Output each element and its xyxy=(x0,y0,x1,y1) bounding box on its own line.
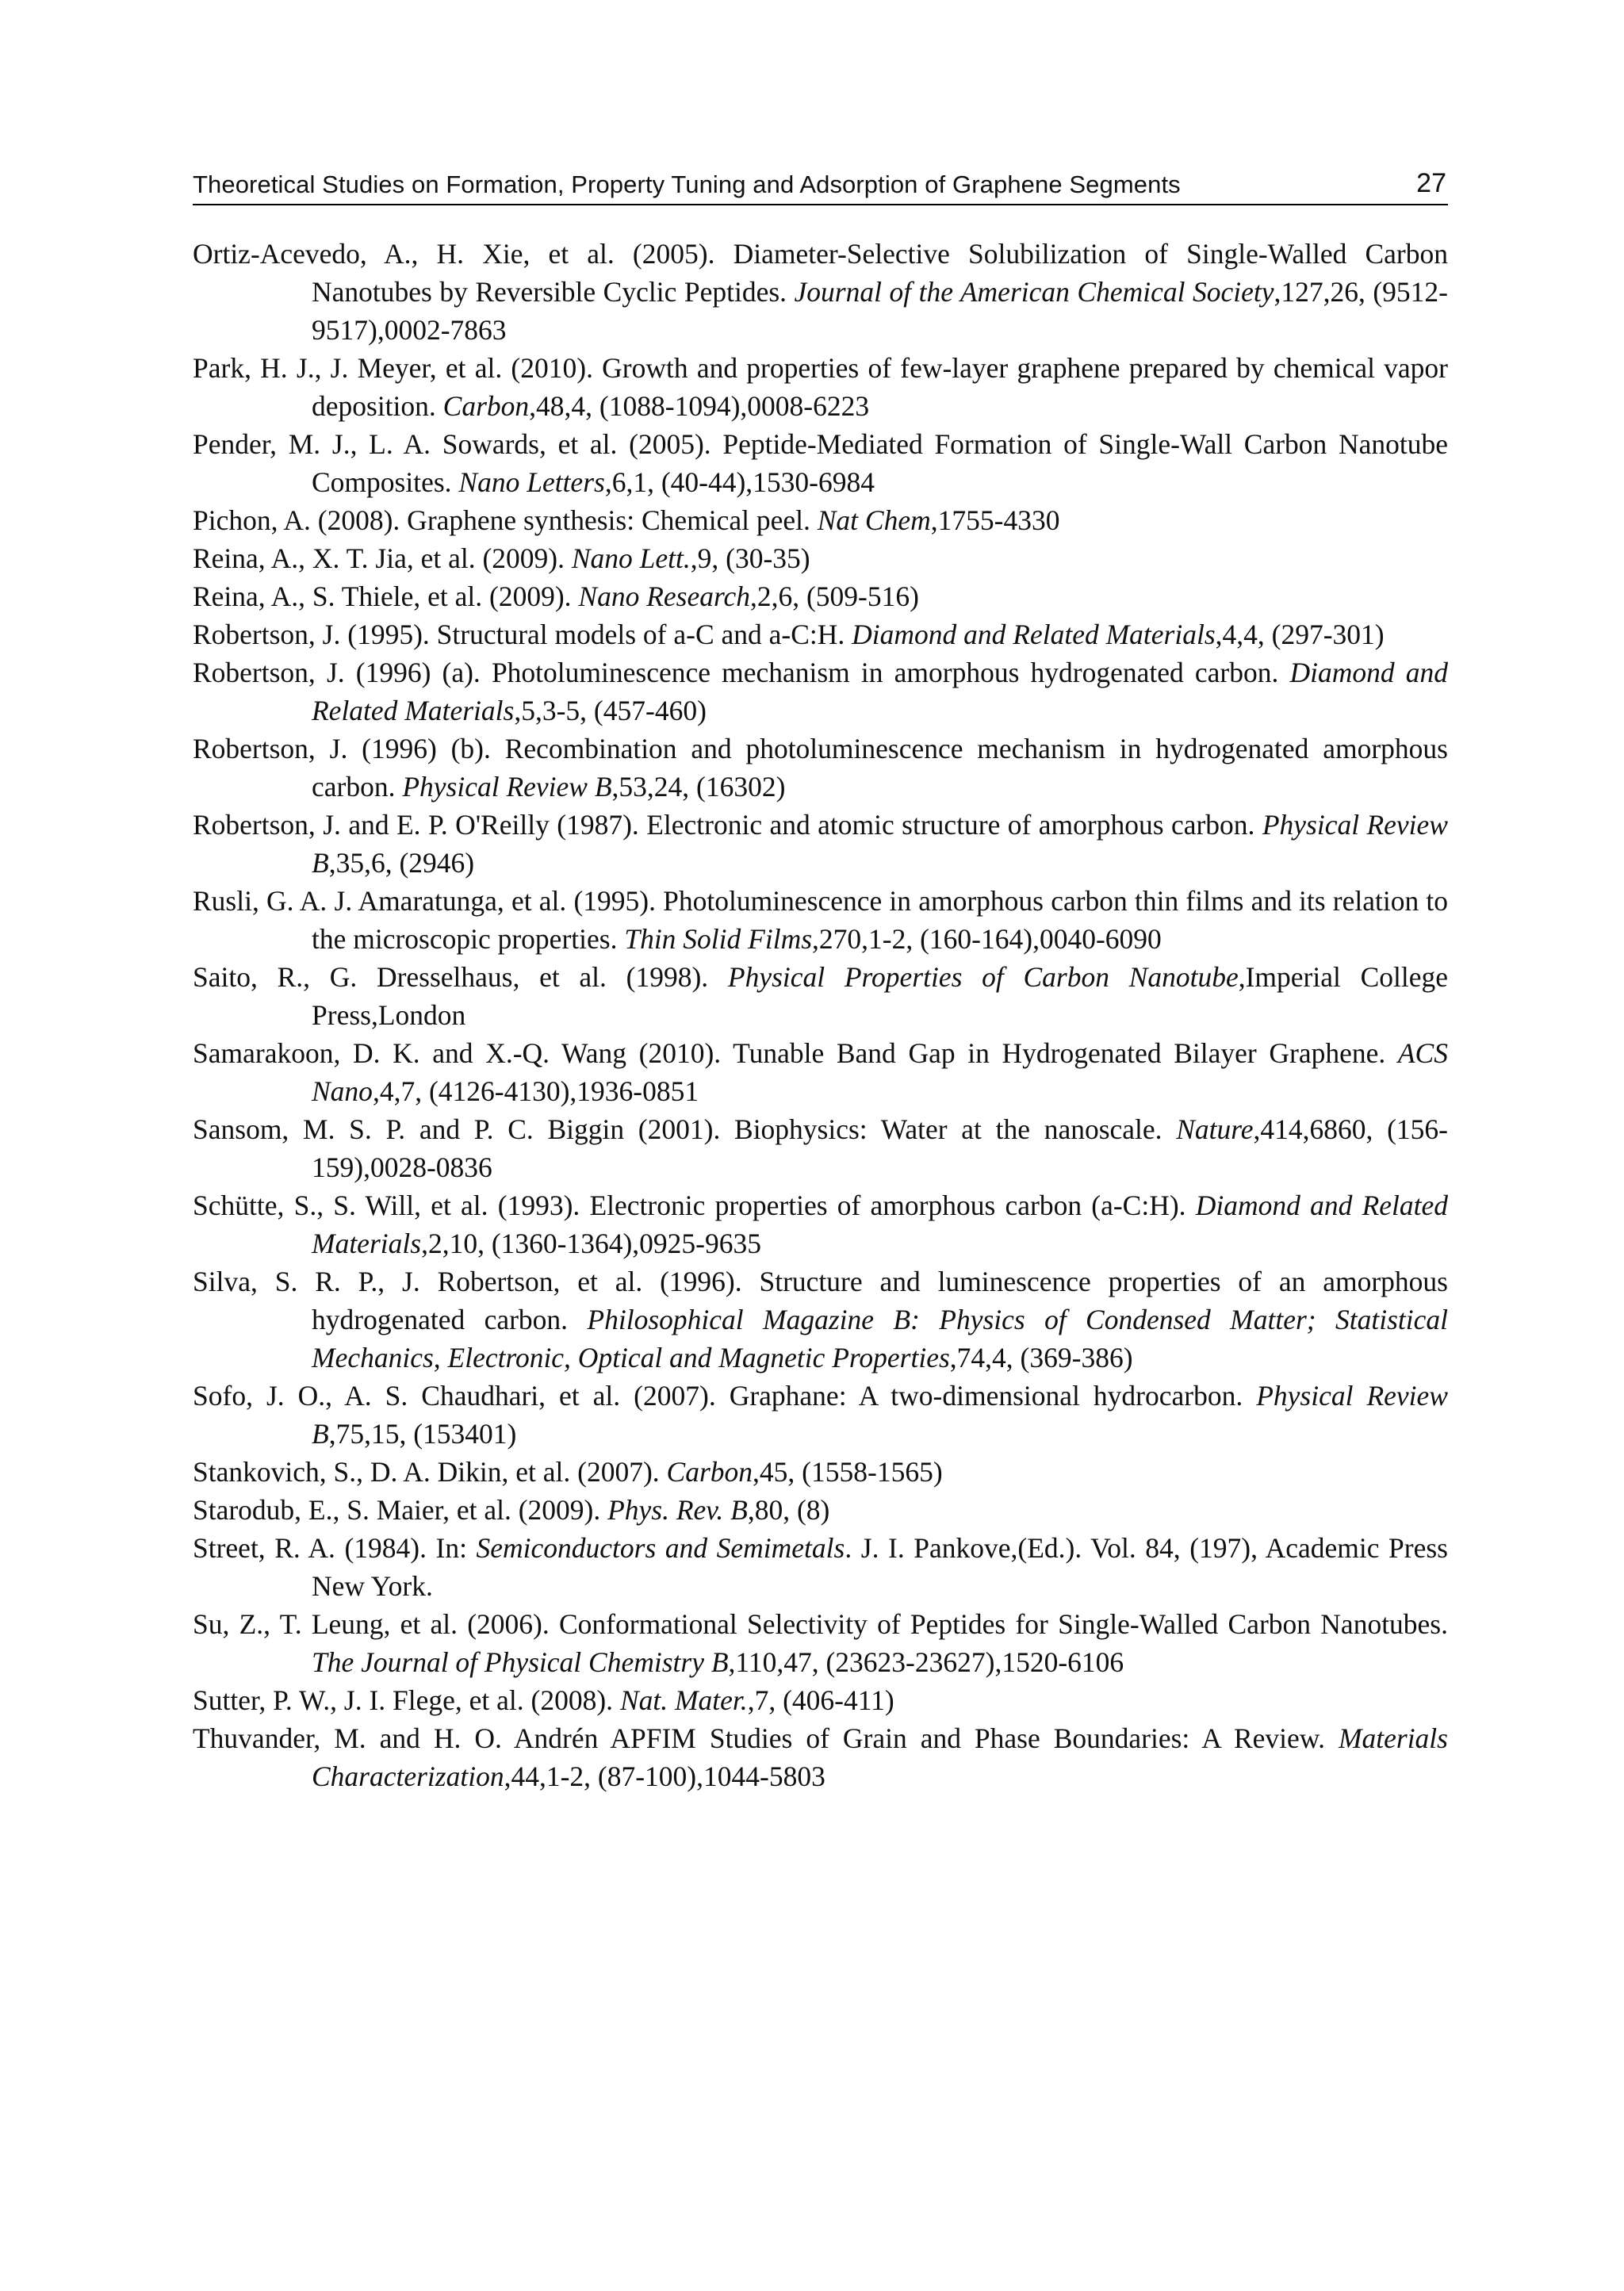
reference-details: . J. I. Pankove,(Ed.). Vol. 84, (197), Academic Press New York. xyxy=(312,1532,1448,1602)
reference-details: ,6,1, (40-44),1530-6984 xyxy=(604,466,875,498)
reference-journal: Carbon xyxy=(442,390,530,422)
reference-entry xyxy=(193,1681,1448,1719)
reference-text: Reina, A., S. Thiele, et al. (2009). xyxy=(193,580,579,612)
reference-entry xyxy=(193,1491,1448,1529)
reference-entry xyxy=(193,1377,1448,1453)
reference-entry xyxy=(193,1186,1448,1262)
reference-text: Robertson, J. and E. P. O'Reilly (1987). Electronic and atomic structure of amorphous carbon. xyxy=(193,809,1262,841)
reference-entry xyxy=(193,577,1448,615)
reference-journal: Thin Solid Films xyxy=(624,923,813,955)
reference-text: Pender, M. J., L. A. Sowards, et al. (2005). Peptide-Mediated Formation of Single-Wall Carbon Nanotube Composites. xyxy=(193,428,1448,498)
reference-text: Robertson, J. (1995). Structural models of a-C and a-C:H. xyxy=(193,619,852,650)
reference-details: ,75,15, (153401) xyxy=(328,1418,517,1450)
reference-details: ,35,6, (2946) xyxy=(328,847,475,879)
reference-journal: Phys. Rev. B xyxy=(607,1494,748,1526)
reference-entry xyxy=(193,349,1448,425)
reference-details: ,48,4, (1088-1094),0008-6223 xyxy=(529,390,870,422)
reference-text: Silva, S. R. P., J. Robertson, et al. (1996). Structure and luminescence properties of an amorphous hydrogenated carbon. xyxy=(193,1266,1448,1335)
reference-text: Sofo, J. O., A. S. Chaudhari, et al. (2007). Graphane: A two-dimensional hydrocarbon. xyxy=(193,1380,1257,1412)
reference-entry xyxy=(193,806,1448,882)
reference-entry xyxy=(193,539,1448,577)
reference-entry xyxy=(193,1110,1448,1186)
reference-text: Samarakoon, D. K. and X.-Q. Wang (2010). Tunable Band Gap in Hydrogenated Bilayer Graphene. xyxy=(193,1037,1398,1069)
reference-entry xyxy=(193,730,1448,806)
reference-text: Reina, A., X. T. Jia, et al. (2009). xyxy=(193,542,572,574)
reference-details: ,4,7, (4126-4130),1936-0851 xyxy=(372,1075,699,1107)
reference-journal: Nano Research xyxy=(578,580,750,612)
reference-journal: Physical Review B xyxy=(402,771,612,803)
reference-details: ,127,26, (9512-9517),0002-7863 xyxy=(312,276,1448,346)
reference-text: Sansom, M. S. P. and P. C. Biggin (2001). Biophysics: Water at the nanoscale. xyxy=(193,1113,1177,1145)
reference-text: Ortiz-Acevedo, A., H. Xie, et al. (2005). Diameter-Selective Solubilization of Single-Walled Carbon Nanotubes by Reversible Cyclic Peptides. xyxy=(193,238,1448,308)
reference-entry xyxy=(193,1605,1448,1681)
reference-journal: ACS Nano xyxy=(312,1037,1448,1107)
reference-details: ,Imperial College Press,London xyxy=(312,961,1448,1031)
reference-list xyxy=(193,235,1448,1795)
reference-text: Street, R. A. (1984). In: xyxy=(193,1532,477,1564)
reference-journal: Diamond and Related Materials xyxy=(312,657,1449,726)
reference-entry xyxy=(193,882,1448,958)
reference-details: ,80, (8) xyxy=(747,1494,830,1526)
reference-journal: Physical Properties of Carbon Nanotube xyxy=(727,961,1239,993)
reference-details: ,5,3-5, (457-460) xyxy=(514,695,707,726)
reference-details: ,9, (30-35) xyxy=(690,542,810,574)
reference-entry xyxy=(193,1034,1448,1110)
reference-entry xyxy=(193,615,1448,653)
running-header-title: Theoretical Studies on Formation, Property Tuning and Adsorption of Graphene Segments xyxy=(193,170,1181,198)
reference-journal: Nat. Mater. xyxy=(619,1684,748,1716)
running-header xyxy=(193,163,1448,205)
reference-details: ,45, (1558-1565) xyxy=(753,1456,943,1488)
reference-details: ,7, (406-411) xyxy=(747,1684,894,1716)
reference-text: Saito, R., G. Dresselhaus, et al. (1998). xyxy=(193,961,728,993)
reference-text: Starodub, E., S. Maier, et al. (2009). xyxy=(193,1494,608,1526)
page-number: 27 xyxy=(1416,168,1446,198)
reference-text: Rusli, G. A. J. Amaratunga, et al. (1995). Photoluminescence in amorphous carbon thin films and its relation to the microscopic properties. xyxy=(193,885,1448,955)
reference-entry xyxy=(193,653,1448,730)
reference-journal: Nature xyxy=(1176,1113,1254,1145)
reference-journal: Carbon xyxy=(666,1456,753,1488)
reference-text: Schütte, S., S. Will, et al. (1993). Electronic properties of amorphous carbon (a-C:H). xyxy=(193,1190,1196,1221)
reference-details: ,110,47, (23623-23627),1520-6106 xyxy=(728,1646,1124,1678)
reference-details: ,2,10, (1360-1364),0925-9635 xyxy=(421,1228,761,1259)
reference-journal: Nat Chem xyxy=(817,504,931,536)
reference-journal: Materials Characterization xyxy=(312,1722,1448,1792)
reference-details: ,1755-4330 xyxy=(930,504,1060,536)
reference-text: Pichon, A. (2008). Graphene synthesis: Chemical peel. xyxy=(193,504,818,536)
reference-journal: Diamond and Related Materials xyxy=(312,1190,1448,1259)
reference-journal: Diamond and Related Materials xyxy=(852,619,1216,650)
reference-journal: Nano Lett. xyxy=(571,542,691,574)
reference-entry xyxy=(193,501,1448,539)
reference-journal: The Journal of Physical Chemistry B xyxy=(312,1646,729,1678)
reference-journal: Nano Letters xyxy=(458,466,605,498)
reference-entry xyxy=(193,1529,1448,1605)
reference-text: Sutter, P. W., J. I. Flege, et al. (2008). xyxy=(193,1684,620,1716)
reference-journal: Journal of the American Chemical Society xyxy=(794,276,1274,308)
reference-entry xyxy=(193,235,1448,349)
reference-journal: Philosophical Magazine B: Physics of Condensed Matter; Statistical Mechanics, Electronic, Optical and Magnetic Properties xyxy=(312,1304,1448,1373)
reference-entry xyxy=(193,425,1448,501)
reference-text: Park, H. J., J. Meyer, et al. (2010). Growth and properties of few-layer graphene prepared by chemical vapor deposition. xyxy=(193,352,1448,422)
reference-text: Robertson, J. (1996) (b). Recombination and photoluminescence mechanism in hydrogenated amorphous carbon. xyxy=(193,733,1448,803)
reference-details: ,53,24, (16302) xyxy=(611,771,786,803)
reference-text: Robertson, J. (1996) (a). Photoluminescence mechanism in amorphous hydrogenated carbon. xyxy=(193,657,1290,688)
reference-entry xyxy=(193,1262,1448,1377)
reference-journal: Physical Review B xyxy=(312,809,1448,879)
reference-journal: Semiconductors and Semimetals xyxy=(476,1532,845,1564)
reference-details: ,270,1-2, (160-164),0040-6090 xyxy=(812,923,1162,955)
reference-journal: Physical Review B xyxy=(312,1380,1448,1450)
reference-entry xyxy=(193,1453,1448,1491)
reference-text: Stankovich, S., D. A. Dikin, et al. (2007). xyxy=(193,1456,667,1488)
reference-details: ,4,4, (297-301) xyxy=(1215,619,1385,650)
reference-details: ,414,6860, (156-159),0028-0836 xyxy=(312,1113,1449,1183)
reference-details: ,44,1-2, (87-100),1044-5803 xyxy=(504,1760,825,1792)
reference-text: Thuvander, M. and H. O. Andrén APFIM Studies of Grain and Phase Boundaries: A Review. xyxy=(193,1722,1339,1754)
reference-entry xyxy=(193,958,1448,1034)
reference-details: ,74,4, (369-386) xyxy=(949,1342,1133,1373)
reference-details: ,2,6, (509-516) xyxy=(749,580,919,612)
reference-entry xyxy=(193,1719,1448,1795)
reference-text: Su, Z., T. Leung, et al. (2006). Conformational Selectivity of Peptides for Single-Walled Carbon Nanotubes. xyxy=(193,1608,1448,1640)
